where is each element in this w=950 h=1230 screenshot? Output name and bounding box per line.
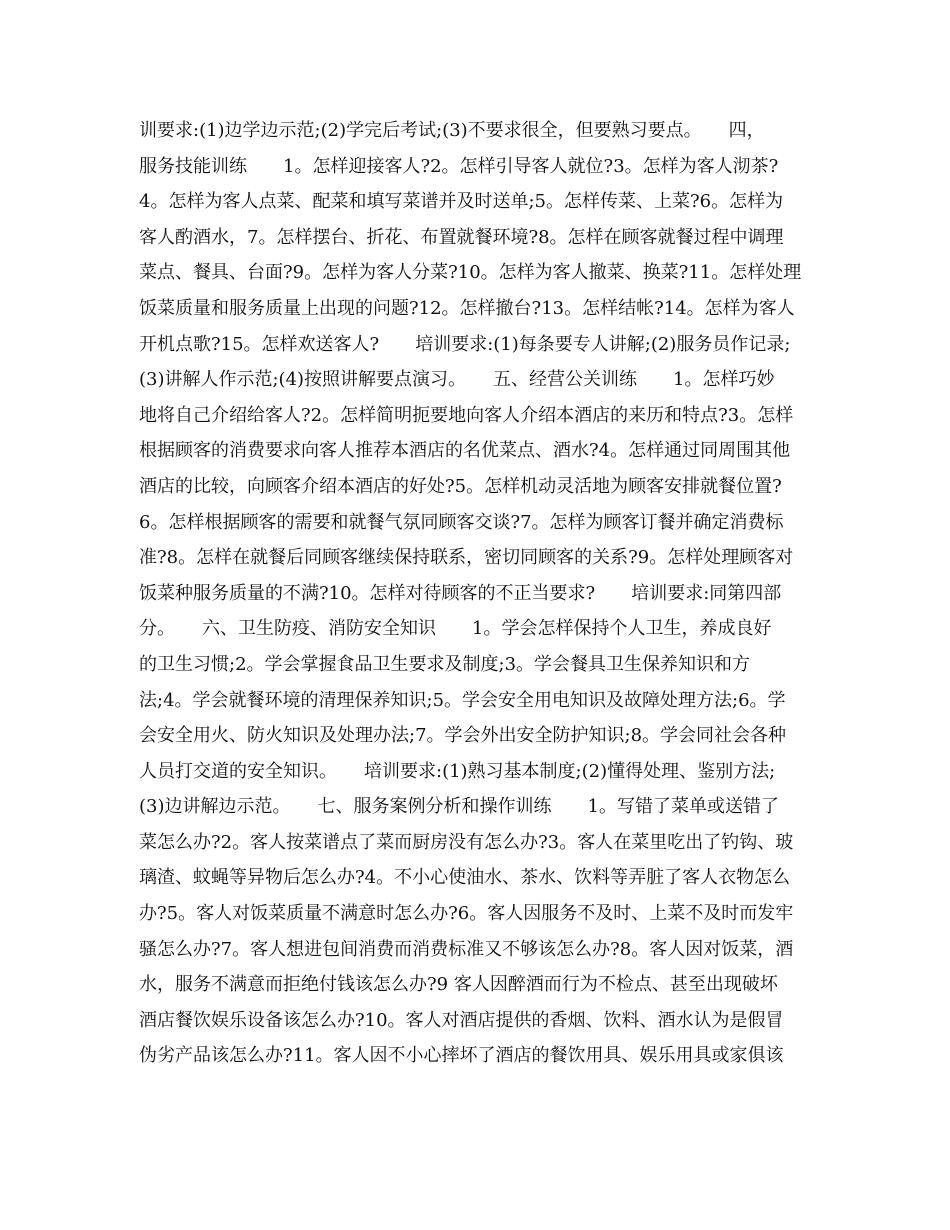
text-line: 根据顾客的消费要求向客人推荐本酒店的名优菜点、酒水?4。怎样通过同周围其他 — [139, 440, 791, 462]
text-line: 客人酌酒水，7。怎样摆台、折花、布置就餐环境?8。怎样在顾客就餐过程中调理 — [139, 226, 784, 248]
text-line: 菜怎么办?2。客人按菜谱点了菜而厨房没有怎么办?3。客人在菜里吃出了钓钩、玻 — [139, 831, 794, 853]
text-line: 人员打交道的安全知识。 培训要求:(1)熟习基本制度;(2)懂得处理、鉴别方法; — [139, 760, 776, 782]
text-line: 分。 六、卫生防疫、消防安全知识 1。学会怎样保持个人卫生，养成良好 — [139, 618, 772, 640]
text-line: 酒店的比较，向顾客介绍本酒店的好处?5。怎样机动灵活地为顾客安排就餐位置? — [139, 475, 782, 497]
text-line: 骚怎么办?7。客人想进包间消费而消费标准又不够该怎么办?8。客人因对饭菜，酒 — [139, 938, 794, 960]
text-line: (3)边讲解边示范。 七、服务案例分析和操作训练 1。写错了菜单或送错了 — [139, 796, 779, 818]
text-line: 的卫生习惯;2。学会掌握食品卫生要求及制度;3。学会餐具卫生保养知识和方 — [139, 653, 751, 675]
text-line: 饭菜质量和服务质量上出现的问题?12。怎样撤台?13。怎样结帐?14。怎样为客人 — [139, 297, 795, 319]
text-line: 6。怎样根据顾客的需要和就餐气氛同顾客交谈?7。怎样为顾客订餐并确定消费标 — [139, 511, 784, 533]
text-line: (3)讲解人作示范;(4)按照讲解要点演习。 五、经营公关训练 1。怎样巧妙 — [139, 369, 775, 391]
text-line: 开机点歌?15。怎样欢送客人? 培训要求:(1)每条要专人讲解;(2)服务员作记录; — [139, 333, 791, 355]
text-line: 酒店餐饮娱乐设备该怎么办?10。客人对酒店提供的香烟、饮料、酒水认为是假冒 — [139, 1009, 784, 1031]
text-line: 训要求:(1)边学边示范;(2)学完后考试;(3)不要求很全，但要熟习要点。 四， — [139, 120, 765, 141]
text-line: 准?8。怎样在就餐后同顾客继续保持联系，密切同顾客的关系?9。怎样处理顾客对 — [139, 547, 794, 569]
text-line: 地将自己介绍给客人?2。怎样简明扼要地向客人介绍本酒店的来历和特点?3。怎样 — [139, 404, 794, 426]
text-line: 服务技能训练 1。怎样迎接客人?2。怎样引导客人就位?3。怎样为客人沏茶? — [139, 155, 779, 177]
text-line: 法;4。学会就餐环境的清理保养知识;5。学会安全用电知识及故障处理方法;6。学 — [139, 689, 786, 711]
text-line: 办?5。客人对饭菜质量不满意时怎么办?6。客人因服务不及时、上菜不及时而发牢 — [139, 903, 794, 925]
text-line: 水，服务不满意而拒绝付钱该怎么办?9 客人因醉酒而行为不检点、甚至出现破坏 — [139, 974, 778, 996]
body-text — [139, 113, 829, 1074]
text-line: 伪劣产品该怎么办?11。客人因不小心摔坏了酒店的餐饮用具、娱乐用具或家俱该 — [139, 1045, 784, 1067]
text-line: 4。怎样为客人点菜、配菜和填写菜谱并及时送单;5。怎样传菜、上菜?6。怎样为 — [139, 191, 784, 213]
text-line: 菜点、餐具、台面?9。怎样为客人分菜?10。怎样为客人撤菜、换菜?11。怎样处理 — [139, 262, 802, 284]
text-line: 会安全用火、防火知识及处理办法;7。学会外出安全防护知识;8。学会同社会各种 — [139, 725, 787, 747]
text-line: 璃渣、蚊蝇等异物后怎么办?4。不小心使油水、茶水、饮料等弄脏了客人衣物怎么 — [139, 867, 791, 889]
text-line: 饭菜种服务质量的不满?10。怎样对待顾客的不正当要求? 培训要求:同第四部 — [139, 582, 782, 604]
